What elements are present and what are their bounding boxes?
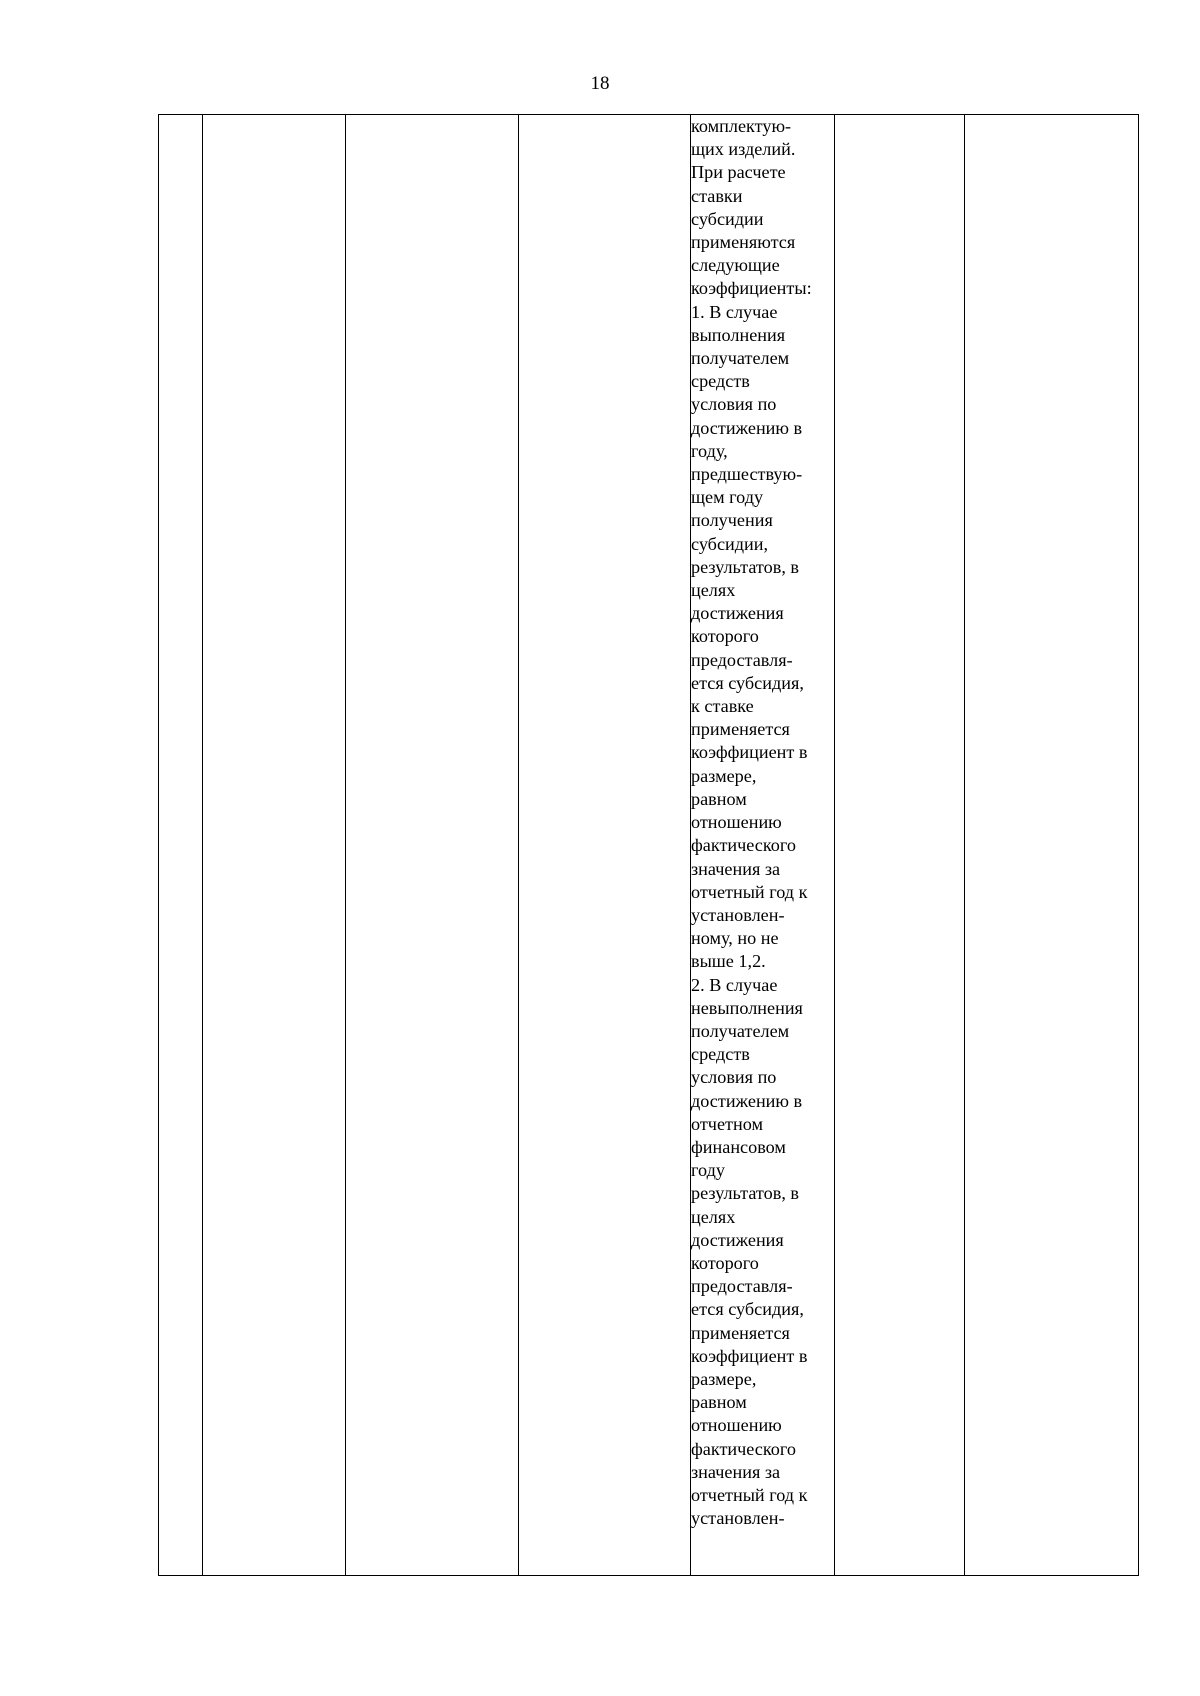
cell-text-line: субсидии, [691,533,769,554]
cell-text-line: равном [691,1392,747,1413]
cell-text-line: субсидии [691,208,764,229]
cell-text-line: предоставля- [691,1276,793,1297]
cell-text-line: размере, [691,765,757,786]
cell-text-line: щих изделий. [691,139,796,160]
table-cell-col-4 [519,115,691,1576]
cell-text-line: щем году [691,487,764,508]
cell-text-line: фактического [691,1438,796,1459]
table-cell-col-6 [835,115,965,1576]
cell-text-line: отчетном [691,1113,763,1134]
cell-text-line: ставки [691,185,743,206]
cell-text-line: достижения [691,603,784,624]
cell-text-line: выполнения [691,324,786,345]
cell-text-line: 1. В случае [691,301,778,322]
cell-text-line: результатов, в [691,1183,800,1204]
cell-text-line: средств [691,1044,750,1065]
cell-text-line: применяется [691,719,790,740]
page-number: 18 [590,73,610,94]
cell-text-line: году [691,1160,725,1181]
cell-text-line: применяются [691,232,796,253]
cell-text-line: невыполнения [691,997,803,1018]
table-cell-col-7 [965,115,1139,1576]
cell-text-line: коэффициент в [691,1345,808,1366]
table-cell-col-3 [346,115,519,1576]
cell-text-line: достижения [691,1229,784,1250]
cell-text-line: достижению в [691,417,803,438]
cell-text-line: отчетный год к [691,1484,808,1505]
cell-text-line: размере, [691,1368,757,1389]
cell-text-line: коэффициент в [691,742,808,763]
cell-text-line: установлен- [691,1508,785,1529]
cell-text-line: установлен- [691,904,785,925]
cell-text-line: следующие [691,255,780,276]
table-cell-col-1 [159,115,203,1576]
cell-text-line: получателем [691,348,790,369]
cell-text-line: предоставля- [691,649,793,670]
cell-text-line: получателем [691,1020,790,1041]
document-table [158,114,1139,1576]
cell-text-line: равном [691,788,747,809]
cell-text-line: ется субсидия, [691,672,804,693]
cell-text-line: отчетный год к [691,881,808,902]
cell-text-line: значения за [691,1461,781,1482]
table-cell-col-2 [203,115,346,1576]
cell-text-line: выше 1,2. [691,951,766,972]
cell-text-line: условия по [691,1067,777,1088]
cell-text-line: комплектую- [691,116,792,136]
cell-text-line: фактического [691,835,796,856]
cell-text-line: достижению в [691,1090,803,1111]
cell-text-line: к ставке [691,696,754,717]
cell-text-line: средств [691,371,750,392]
cell-text-line: результатов, в [691,556,800,577]
cell-text-line: получения [691,510,773,531]
table-cell-col-5 [691,115,835,1576]
cell-text-line: коэффициенты: [691,278,812,299]
cell-text-line: году, [691,440,728,461]
cell-text-line: применяется [691,1322,790,1343]
cell-text-line: ется субсидия, [691,1299,804,1320]
cell-text-line: которого [691,1252,759,1273]
cell-text-line: предшествую- [691,464,803,485]
cell-text-line: целях [691,1206,736,1227]
cell-text-line: целях [691,580,736,601]
cell-text-line: которого [691,626,759,647]
cell-text-line: ному, но не [691,928,779,949]
cell-text-line: условия по [691,394,777,415]
cell-text-line: значения за [691,858,781,879]
cell-text-line: При расчете [691,162,786,183]
cell-text-line: 2. В случае [691,974,778,995]
cell-text-line: отношению [691,812,782,833]
cell-text-line: финансовом [691,1136,786,1157]
table-row [159,115,1139,1576]
cell-text-line: отношению [691,1415,782,1436]
